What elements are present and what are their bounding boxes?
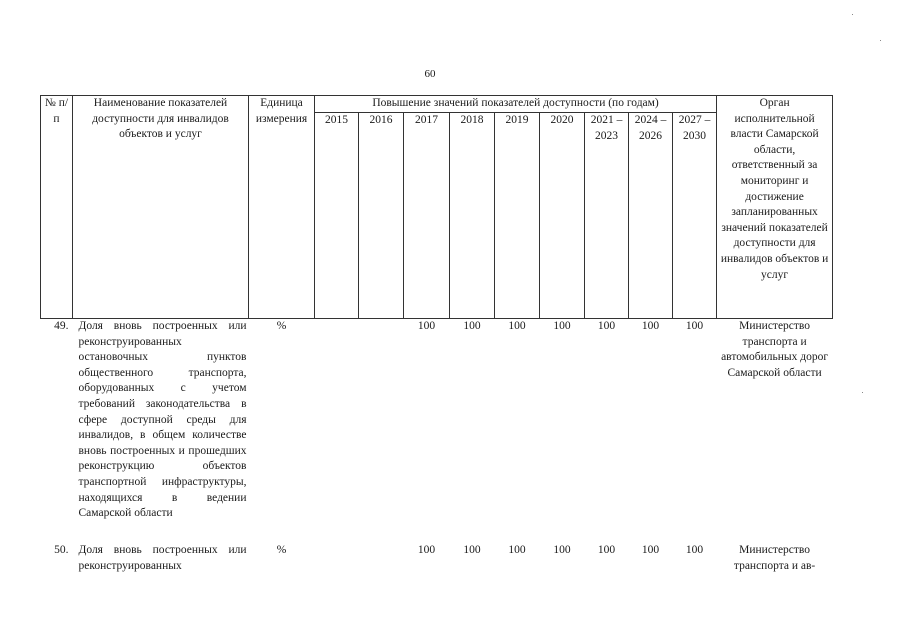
header-number: № п/п <box>41 96 73 319</box>
row-number: 50. <box>54 544 69 556</box>
value-cell <box>359 319 404 544</box>
table-row <box>41 319 833 544</box>
value-cell: 100 <box>417 544 436 556</box>
unit-cell: % <box>276 544 287 556</box>
value-cell: 100 <box>685 320 704 332</box>
indicator-name: Доля вновь построенных или реконструированных остановочных пунктов общественного транспорта, оборудованных с учетом требований законодательства в сфере доступной среды для инвалидов, в общем количестве вновь построенных и прошедших реконструкцию объектов транспортной инфраструктуры, находящихся в ведении Самарской области <box>78 320 247 520</box>
value-cell <box>315 543 359 583</box>
accessibility-indicators-table <box>40 95 833 583</box>
header-increase-by-year: Повышение значений показателей доступности (по годам) <box>315 96 717 113</box>
value-cell <box>315 319 359 544</box>
value-cell: 100 <box>685 544 704 556</box>
value-cell: 100 <box>508 320 526 332</box>
header-year: 2019 <box>495 113 540 319</box>
row-number: 49. <box>54 320 69 332</box>
value-cell: 100 <box>553 320 571 332</box>
value-cell: 100 <box>553 544 571 556</box>
responsible-body: Министерство транспорта и автомобильных дорог Самарской области <box>721 320 829 379</box>
value-cell: 100 <box>641 544 660 556</box>
value-cell: 100 <box>463 320 481 332</box>
header-year: 2016 <box>359 113 404 319</box>
responsible-body: Министерство транспорта и ав- <box>733 544 816 572</box>
value-cell: 100 <box>597 544 616 556</box>
header-year: 2027 – 2030 <box>673 113 717 319</box>
header-indicator-name: Наименование показателей доступности для инвалидов объектов и услуг <box>73 96 249 319</box>
header-year: 2018 <box>450 113 495 319</box>
value-cell: 100 <box>463 544 481 556</box>
header-year: 2021 – 2023 <box>585 113 629 319</box>
header-unit: Единица измерения <box>249 96 315 319</box>
value-cell: 100 <box>417 320 436 332</box>
value-cell: 100 <box>508 544 526 556</box>
unit-cell: % <box>276 320 287 332</box>
scan-speck <box>852 14 853 15</box>
header-year: 2017 <box>404 113 450 319</box>
scan-speck <box>862 392 863 393</box>
scan-speck <box>880 40 881 41</box>
header-responsible-body: Орган исполнительной власти Самарской области, ответственный за мониторинг и достижение запланированных значений показателей доступности для инвалидов объектов и услуг <box>717 96 833 319</box>
header-year: 2024 – 2026 <box>629 113 673 319</box>
value-cell: 100 <box>641 320 660 332</box>
indicator-name: Доля вновь построенных или реконструированных <box>78 544 247 572</box>
header-year: 2020 <box>540 113 585 319</box>
value-cell <box>359 543 404 583</box>
table-row <box>41 543 833 583</box>
header-year: 2015 <box>315 113 359 319</box>
page-number: 60 <box>424 68 436 80</box>
value-cell: 100 <box>597 320 616 332</box>
